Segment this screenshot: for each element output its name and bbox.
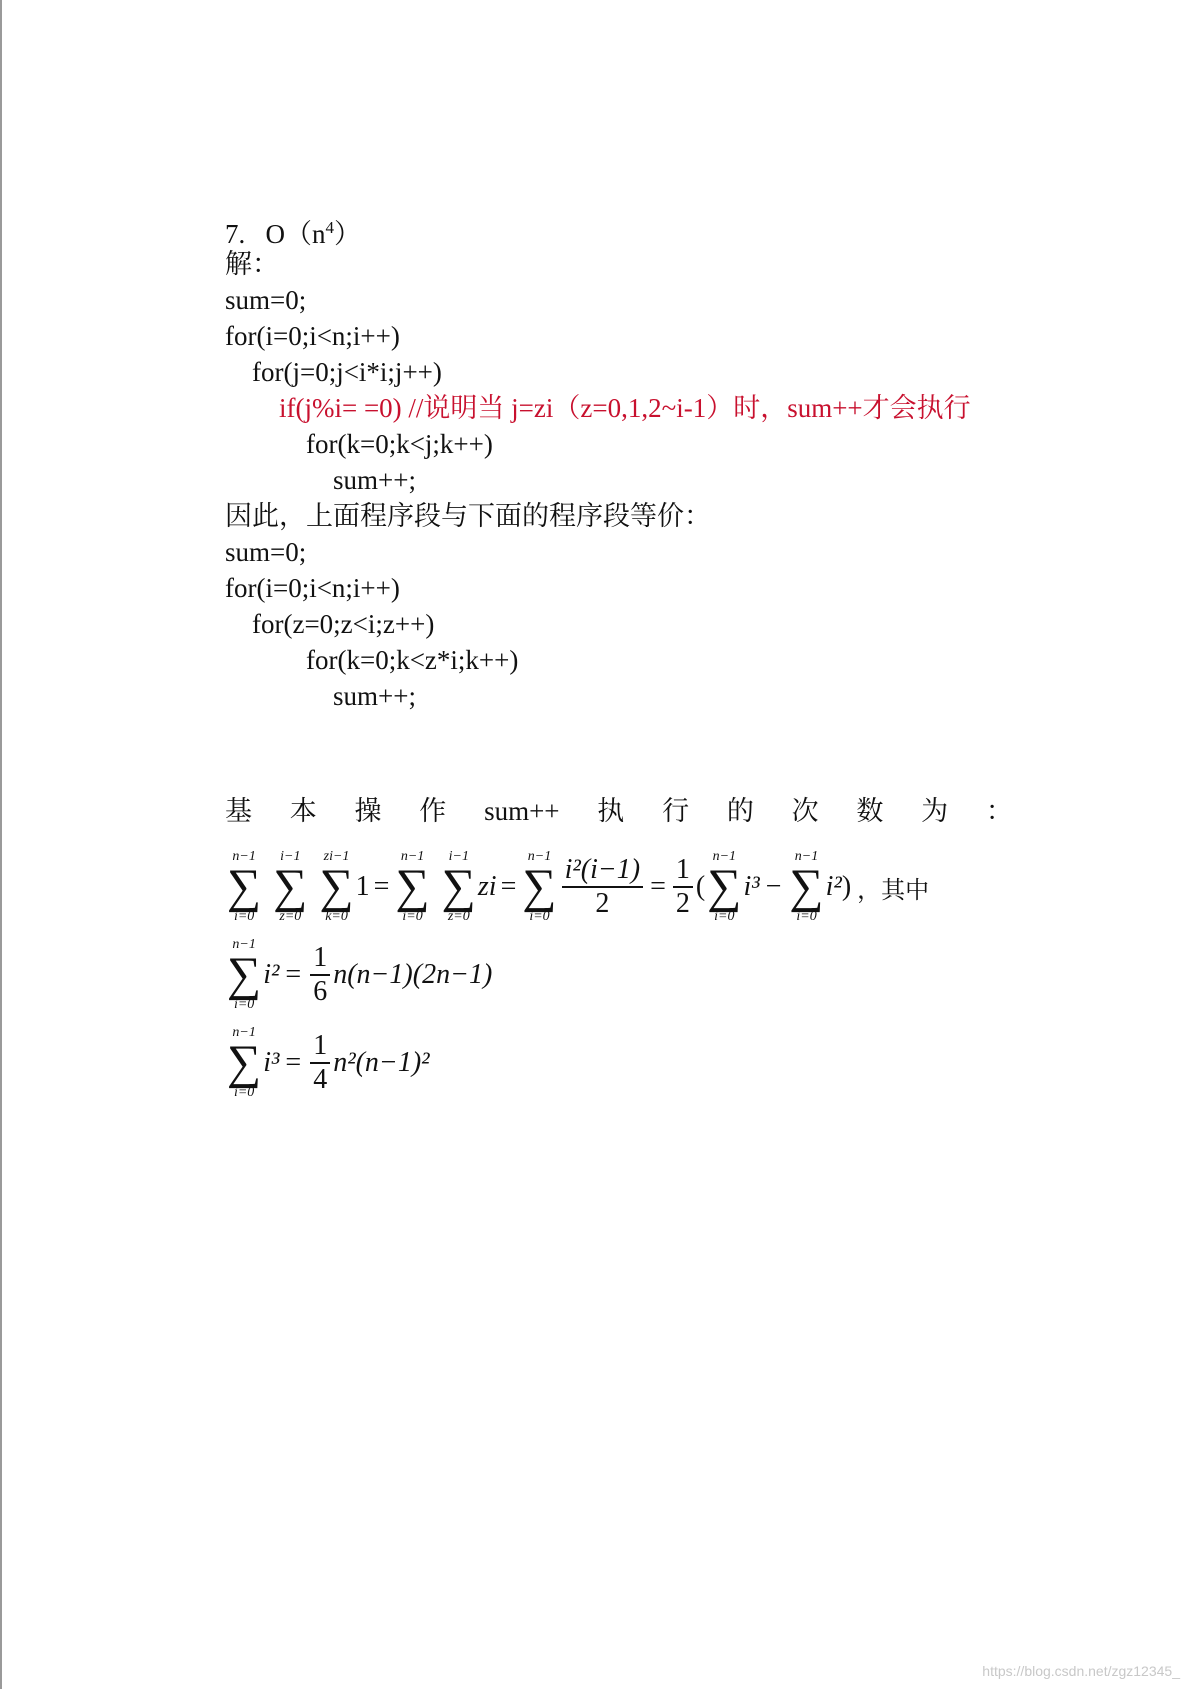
formula-suffix: ，其中: [857, 877, 930, 904]
sum-i2: n−1 ∑ i=0: [789, 849, 824, 924]
sum-i-2: n−1 ∑ i=0: [395, 849, 430, 924]
fraction-i2-over-2: $\frac{\text{i²(i−1)}}{2}$: [562, 854, 644, 920]
code1-line-5: for(k=0;k<j;k++): [225, 429, 493, 459]
fraction-quarter: $\frac{1}{4}$: [310, 1030, 330, 1096]
sum-squares-sigma: n−1 ∑ i=0: [227, 937, 262, 1012]
sum-z-2: i−1 ∑ z=0: [441, 849, 476, 924]
sum-k: zi−1 ∑ k=0: [319, 849, 354, 924]
problem-heading: 7. $O(n^4)$: [225, 218, 361, 249]
count-sentence: 基 本 操 作 sum++ 执 行 的 次 数 为 ：: [225, 796, 1013, 826]
source-watermark: https://blog.csdn.net/zgz12345_: [982, 1663, 1180, 1679]
main-formula: n−1 ∑ i=0 i−1 ∑ z=0 zi−1 ∑ k=0 1 = n−1 ∑ i=0 i−1 ∑ z=0 zi = n−1 ∑ i=0 $\frac{\text{i²(i−1)}}{2}$ = $\frac{1}{2}$ ( n−1 ∑ i=0 i³ − n−1 ∑ i=0 i² ) ，其中: [227, 849, 930, 924]
sum-squares-formula: n−1 ∑ i=0 i² = $\frac{1}{6}$ n(n−1)(2n−1): [227, 937, 493, 1012]
sum-cubes-formula: n−1 ∑ i=0 i³ = $\frac{1}{4}$ n²(n−1)²: [227, 1025, 430, 1100]
solution-label: 解：: [225, 249, 279, 279]
code2-line-5: sum++;: [225, 681, 416, 711]
equivalence-note: 因此，上面程序段与下面的程序段等价：: [225, 501, 711, 531]
code2-line-3: for(z=0;z<i;z++): [225, 609, 435, 639]
fraction-half: $\frac{1}{2}$: [673, 854, 693, 920]
code1-line-6: sum++;: [225, 465, 416, 495]
sum-i: n−1 ∑ i=0: [227, 849, 262, 924]
sum-z: i−1 ∑ z=0: [273, 849, 308, 924]
code1-line-4-comment: if(j%i= =0) //说明当 j=zi（z=0,1,2~i-1）时，sum++才会执行: [225, 393, 971, 423]
code1-line-3: for(j=0;j<i*i;j++): [225, 357, 442, 387]
page-left-border: [0, 0, 2, 1689]
sum-i-3: n−1 ∑ i=0: [522, 849, 557, 924]
code1-line-2: for(i=0;i<n;i++): [225, 321, 400, 351]
sum-cubes-sigma: n−1 ∑ i=0: [227, 1025, 262, 1100]
code2-line-2: for(i=0;i<n;i++): [225, 573, 400, 603]
sum-i3: n−1 ∑ i=0: [707, 849, 742, 924]
code1-line-1: sum=0;: [225, 285, 307, 315]
code2-line-1: sum=0;: [225, 537, 307, 567]
fraction-sixth: $\frac{1}{6}$: [310, 942, 330, 1008]
code2-line-4: for(k=0;k<z*i;k++): [225, 645, 519, 675]
